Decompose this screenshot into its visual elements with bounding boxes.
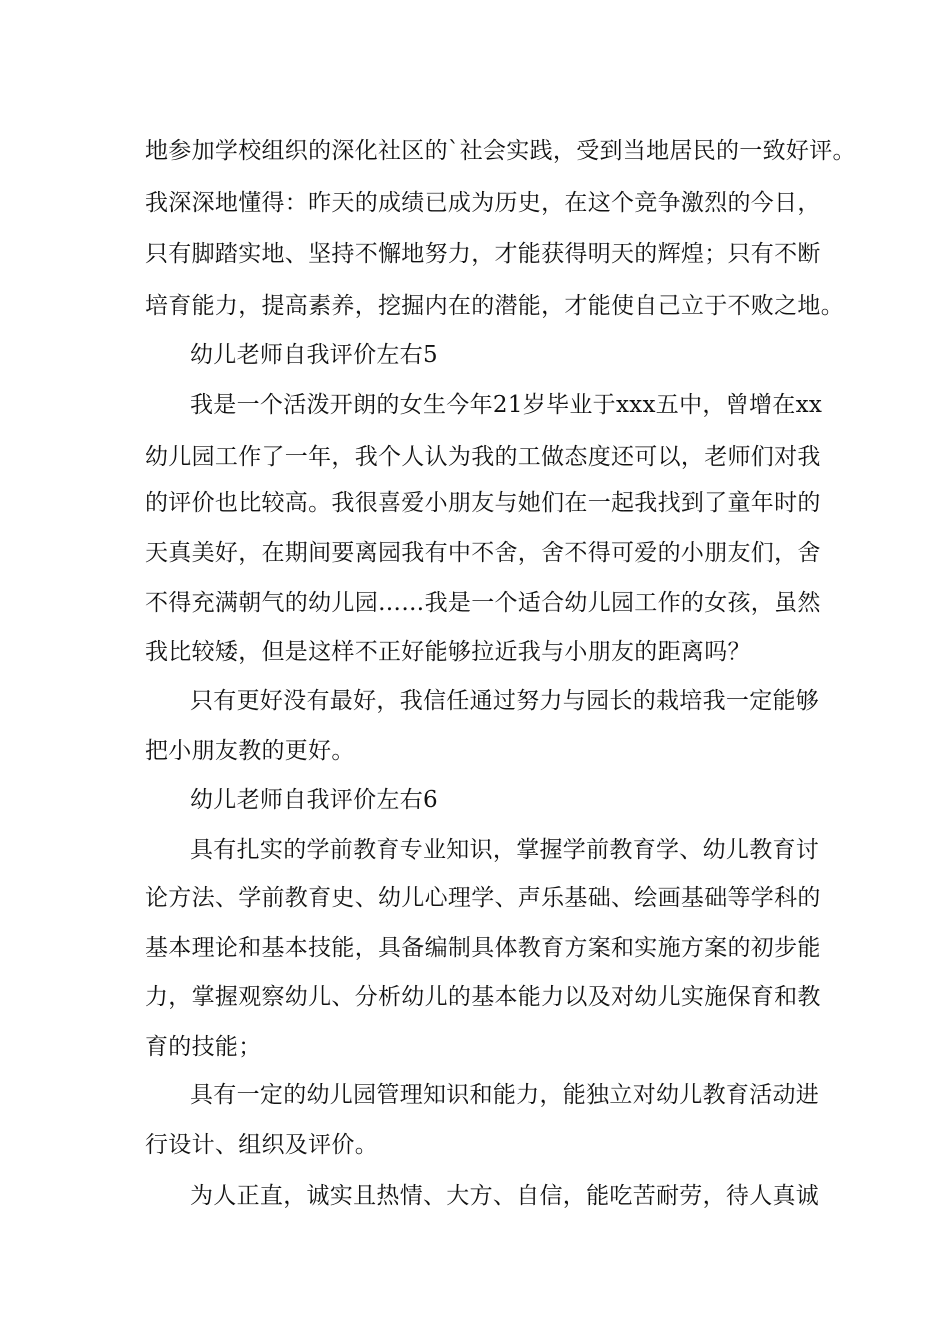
section-heading: 幼儿老师自我评价左右5 bbox=[190, 342, 438, 368]
text-line: 具有扎实的学前教育专业知识，掌握学前教育学、幼儿教育讨 bbox=[190, 837, 820, 863]
text-line: 把小朋友教的更好。 bbox=[145, 738, 355, 764]
text-line: 只有脚踏实地、坚持不懈地努力，才能获得明天的辉煌；只有不断 bbox=[145, 241, 821, 267]
text-line: 培育能力，提高素养，挖掘内在的潜能，才能使自己立于不败之地。 bbox=[145, 293, 844, 319]
text-line: 天真美好，在期间要离园我有中不舍，舍不得可爱的小朋友们，舍 bbox=[145, 540, 821, 566]
text-line: 只有更好没有最好，我信任通过努力与园长的栽培我一定能够 bbox=[190, 688, 820, 714]
text-line: 为人正直，诚实且热情、大方、自信，能吃苦耐劳，待人真诚 bbox=[190, 1183, 820, 1209]
text-line: 我比较矮，但是这样不正好能够拉近我与小朋友的距离吗？ bbox=[145, 639, 751, 665]
text-line: 育的技能； bbox=[145, 1034, 262, 1060]
text-line: 我是一个活泼开朗的女生今年21岁毕业于xxx五中，曾增在xx bbox=[190, 392, 823, 418]
text-line: 的评价也比较高。我很喜爱小朋友与她们在一起我找到了童年时的 bbox=[145, 490, 821, 516]
text-line: 幼儿园工作了一年，我个人认为我的工做态度还可以，老师们对我 bbox=[145, 444, 821, 470]
text-line: 具有一定的幼儿园管理知识和能力，能独立对幼儿教育活动进 bbox=[190, 1082, 820, 1108]
text-line: 论方法、学前教育史、幼儿心理学、声乐基础、绘画基础等学科的 bbox=[145, 885, 821, 911]
text-line: 地参加学校组织的深化社区的`社会实践，受到当地居民的一致好评。 bbox=[145, 138, 856, 164]
text-line: 基本理论和基本技能，具备编制具体教育方案和实施方案的初步能 bbox=[145, 935, 821, 961]
text-line: 行设计、组织及评价。 bbox=[145, 1132, 378, 1158]
text-line: 力，掌握观察幼儿、分析幼儿的基本能力以及对幼儿实施保育和教 bbox=[145, 984, 821, 1010]
section-heading: 幼儿老师自我评价左右6 bbox=[190, 787, 438, 813]
text-line: 我深深地懂得：昨天的成绩已成为历史，在这个竞争激烈的今日， bbox=[145, 190, 821, 216]
text-line: 不得充满朝气的幼儿园……我是一个适合幼儿园工作的女孩，虽然 bbox=[145, 590, 821, 616]
